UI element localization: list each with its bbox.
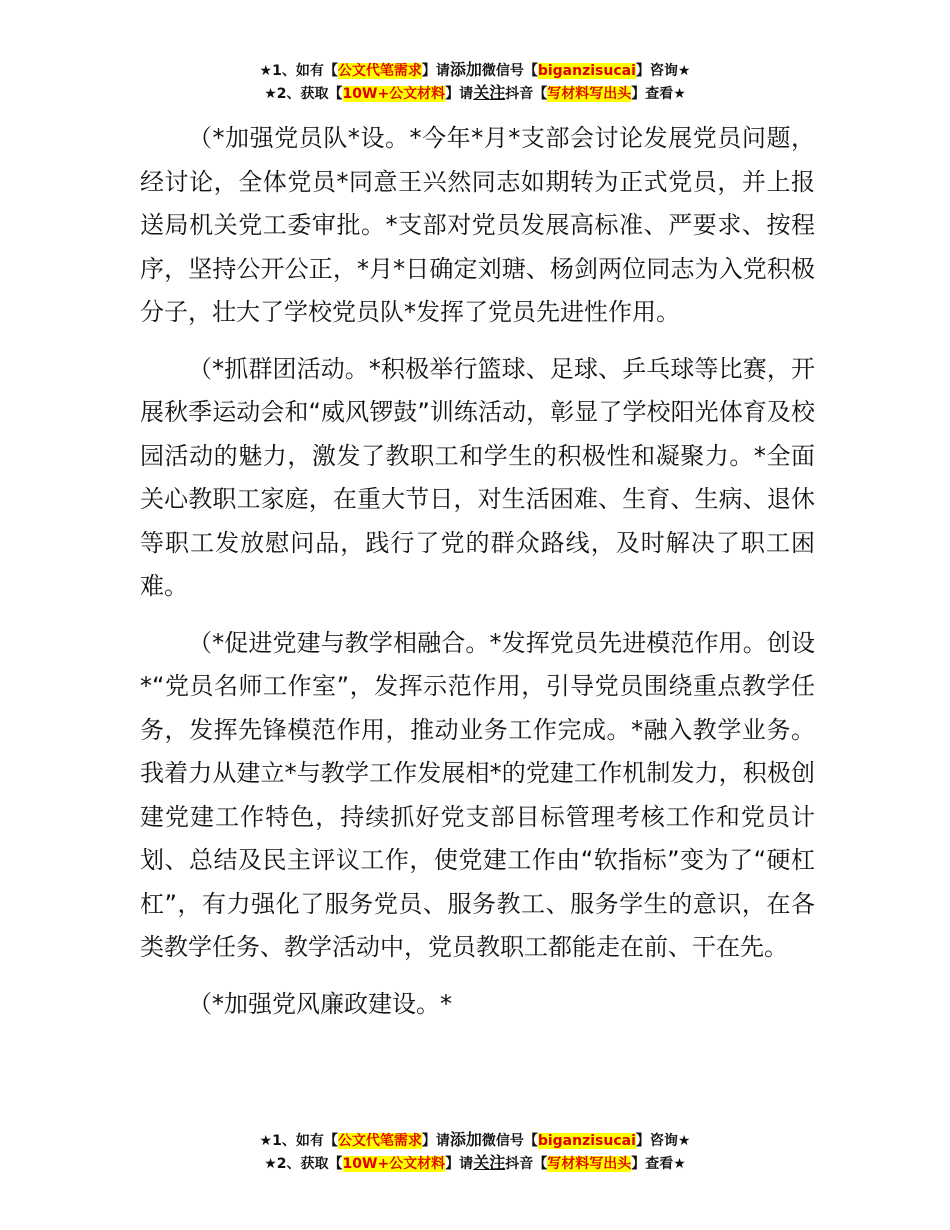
- promo-highlight: 公文代笔需求: [337, 1133, 422, 1149]
- promo-text: 】查看★: [631, 1156, 686, 1172]
- promo-highlight-douyin-id: 写材料写出头: [547, 86, 632, 102]
- promo-highlight-douyin-id: 写材料写出头: [547, 1156, 632, 1172]
- promo-text: ★1、如有【: [259, 1133, 338, 1149]
- promo-highlight: 10W+公文材料: [342, 86, 446, 102]
- paragraph-party-member-team: （*加强党员队*设。*今年*月*支部会讨论发展党员问题，经讨论，全体党员*同意王兴然同志如期转为正式党员，并上报送局机关党工委审批。*支部对党员发展高标准、严要求、按程序，坚持公开公正，*月*日确定刘瑭、杨剑两位同志为入党积极分子，壮大了学校党员队*发挥了党员先进性作用。: [140, 124, 815, 326]
- promo-text: 】咨询★: [635, 63, 691, 79]
- promo-text: 】查看★: [631, 86, 686, 102]
- paragraph-integrity-building: （*加强党风廉政建设。*: [188, 989, 452, 1018]
- promo-highlight-wechat-id: biganzisucai: [537, 1133, 636, 1149]
- promo-text: 微信号【: [481, 1133, 538, 1149]
- paragraph-group-activities: （*抓群团活动。*积极举行篮球、足球、乒乓球等比赛，开展秋季运动会和“威风锣鼓”训练活动，彰显了学校阳光体育及校园活动的魅力，激发了教职工和学生的积极性和凝聚力。*全面关心教职工家庭，在重大节日，对生活困难、生育、生病、退休等职工发放慰问品，践行了党的群众路线，及时解决了职工困难。: [140, 354, 815, 600]
- promo-text: 】请: [421, 1133, 450, 1149]
- promo-text: 微信号【: [481, 63, 538, 79]
- promo-highlight: 10W+公文材料: [342, 1156, 446, 1172]
- promo-text: 抖音【: [505, 86, 548, 102]
- promo-text: ★1、如有【: [259, 63, 338, 79]
- promo-emphasis: 添加: [449, 1130, 482, 1149]
- promo-highlight: 公文代笔需求: [337, 63, 422, 79]
- promo-text: 】请: [445, 86, 474, 102]
- promo-text: ★2、获取【: [264, 86, 343, 102]
- promo-text: 抖音【: [505, 1156, 548, 1172]
- promo-line-2: [0, 82, 950, 105]
- promo-emphasis: 添加: [449, 60, 482, 79]
- document-body: [140, 117, 815, 1039]
- promo-text: 】请: [421, 63, 450, 79]
- promo-line-1: [0, 59, 950, 82]
- promo-line-2: [0, 1152, 950, 1175]
- promo-text: 】咨询★: [635, 1133, 691, 1149]
- promo-emphasis: 关注: [473, 1153, 506, 1172]
- promo-text: ★2、获取【: [264, 1156, 343, 1172]
- promo-emphasis: 关注: [473, 83, 506, 102]
- promo-text: 】请: [445, 1156, 474, 1172]
- promo-line-1: [0, 1129, 950, 1152]
- paragraph-party-teaching-integration: （*促进党建与教学相融合。*发挥党员先进模范作用。创设*“党员名师工作室”，发挥示范作用，引导党员围绕重点教学任务，发挥先锋模范作用，推动业务工作完成。*融入教学业务。我着力从建立*与教学工作发展相*的党建工作机制发力，积极创建党建工作特色，持续抓好党支部目标管理考核工作和党员计划、总结及民主评议工作，使党建工作由“软指标”变为了“硬杠杠”，有力强化了服务党员、服务教工、服务学生的意识，在各类教学任务、教学活动中，党员教职工都能走在前、干在先。: [140, 628, 815, 961]
- header-promo-banner: [0, 59, 950, 105]
- footer-promo-banner: [0, 1129, 950, 1175]
- promo-highlight-wechat-id: biganzisucai: [537, 63, 636, 79]
